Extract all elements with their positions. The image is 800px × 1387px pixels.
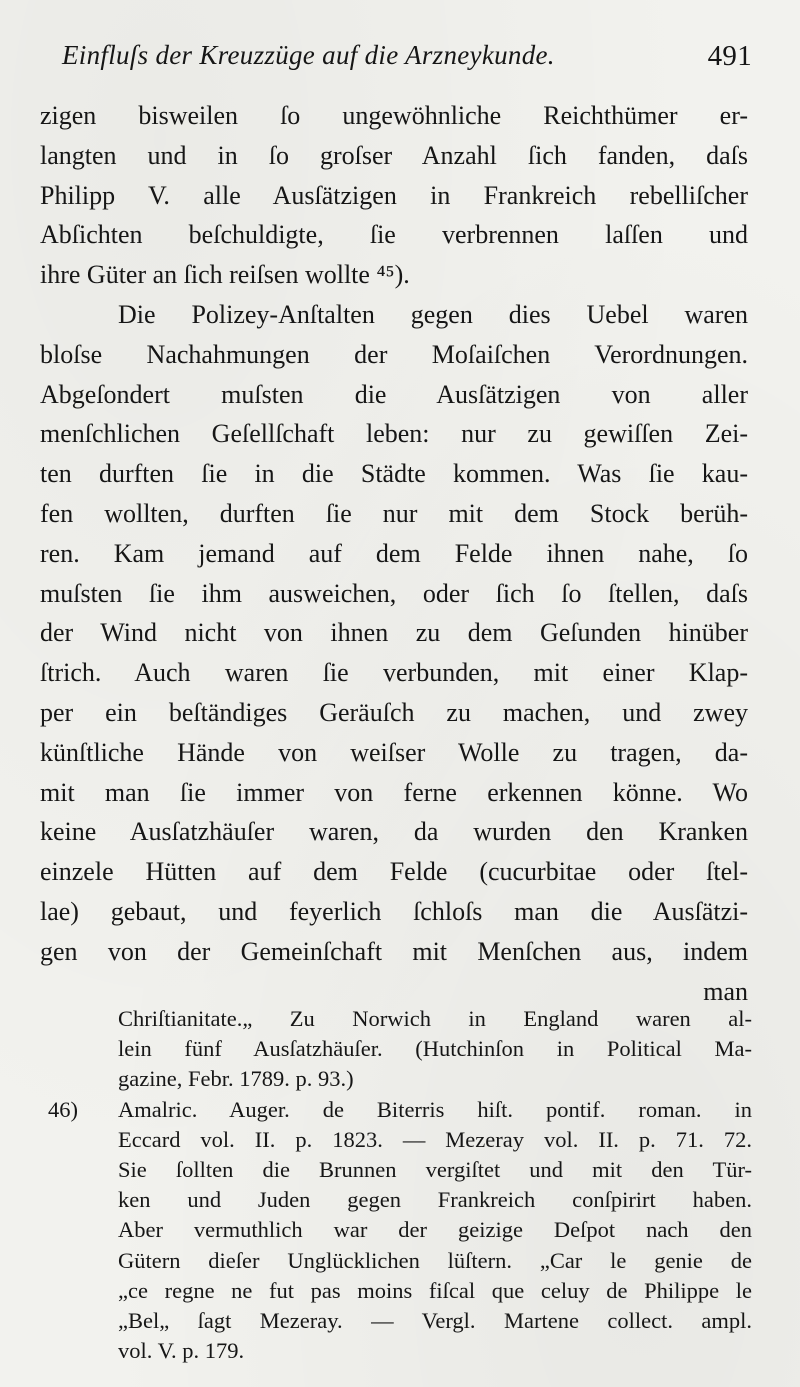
text-line: ren. Kam jemand auf dem Felde ihnen nahe, ſo xyxy=(40,538,748,568)
footnote-continuation xyxy=(48,1004,752,1095)
text-line: keine Ausſatzhäuſer waren, da wurden den Kranken xyxy=(40,817,748,847)
footnote-body xyxy=(118,1095,752,1367)
text-line: gen von der Gemeinſchaft mit Menſchen aus, indem xyxy=(40,936,748,966)
footnotes xyxy=(48,1004,752,1366)
footnote-line: Aber vermuthlich war der geizige Deſpot nach den xyxy=(118,1217,752,1243)
text-line: Die Polizey-Anſtalten gegen dies Uebel waren xyxy=(118,299,748,329)
main-text xyxy=(40,96,748,1011)
text-line: Philipp V. alle Ausſätzigen in Frankreich rebelliſcher xyxy=(40,180,748,210)
footnote-line: Amalric. Auger. de Biterris hiſt. pontif. roman. in xyxy=(118,1096,752,1122)
text-line: per ein beſtändiges Geräuſch zu machen, und zwey xyxy=(40,697,748,727)
footnote-line: „Bel„ ſagt Mezeray. — Vergl. Martene collect. ampl. xyxy=(118,1307,752,1333)
footnote-line: Sie ſollten die Brunnen vergiſtet und mit den Tür- xyxy=(118,1156,752,1182)
text-line: menſchlichen Geſellſchaft leben: nur zu gewiſſen Zei- xyxy=(40,419,748,449)
footnote-line: „ce regne ne fut pas moins fiſcal que celuy de Philippe le xyxy=(118,1277,752,1303)
footnote-line: vol. V. p. 179. xyxy=(118,1338,245,1364)
text-line: der Wind nicht von ihnen zu dem Geſunden hinüber xyxy=(40,618,748,648)
text-line: einzele Hütten auf dem Felde (cucurbitae oder ſtel- xyxy=(40,857,748,887)
footnote-line: Eccard vol. II. p. 1823. — Mezeray vol. II. p. 71. 72. xyxy=(118,1126,752,1152)
text-line: ten durften ſie in die Städte kommen. Was ſie kau- xyxy=(40,459,748,489)
text-line: mit man ſie immer von ferne erkennen könne. Wo xyxy=(40,777,748,807)
footnote-line: ken und Juden gegen Frankreich conſpirirt haben. xyxy=(118,1187,752,1213)
footnote-line: gazine, Febr. 1789. p. 93.) xyxy=(118,1066,354,1092)
text-line: ſtrich. Auch waren ſie verbunden, mit einer Klap- xyxy=(40,658,748,688)
running-header xyxy=(62,40,752,80)
footnote-number: 46) xyxy=(48,1096,78,1122)
text-line: fen wollten, durften ſie nur mit dem Stock berüh- xyxy=(40,498,748,528)
catchword: man xyxy=(703,976,748,1006)
text-line: ihre Güter an ſich reiſsen wollte ⁴⁵). xyxy=(40,260,410,290)
text-line: bloſse Nachahmungen der Moſaiſchen Verordnungen. xyxy=(40,339,748,369)
page-number: 491 xyxy=(707,40,752,72)
running-title: Einfluſs der Kreuzzüge auf die Arzneykunde. xyxy=(62,40,555,70)
text-line: Abſichten beſchuldigte, ſie verbrennen laſſen und xyxy=(40,220,748,250)
text-line: zigen bisweilen ſo ungewöhnliche Reichthümer er- xyxy=(40,101,748,130)
footnote-line: lein fünf Ausſatzhäuſer. (Hutchinſon in Political Ma- xyxy=(118,1036,752,1062)
footnote-line: Chriſtianitate.„ Zu Norwich in England waren al- xyxy=(118,1006,752,1031)
text-line: lae) gebaut, und feyerlich ſchloſs man die Ausſätzi- xyxy=(40,896,748,926)
text-line: künſtliche Hände von weiſser Wolle zu tragen, da- xyxy=(40,737,748,767)
text-line: Abgeſondert muſsten die Ausſätzigen von aller xyxy=(40,379,748,409)
text-line: muſsten ſie ihm ausweichen, oder ſich ſo ſtellen, daſs xyxy=(40,578,748,608)
footnote-line: Gütern dieſer Unglücklichen lüſtern. „Car le genie de xyxy=(118,1247,752,1273)
text-line: langten und in ſo groſser Anzahl ſich fanden, daſs xyxy=(40,140,748,170)
footnote-46 xyxy=(48,1095,752,1367)
